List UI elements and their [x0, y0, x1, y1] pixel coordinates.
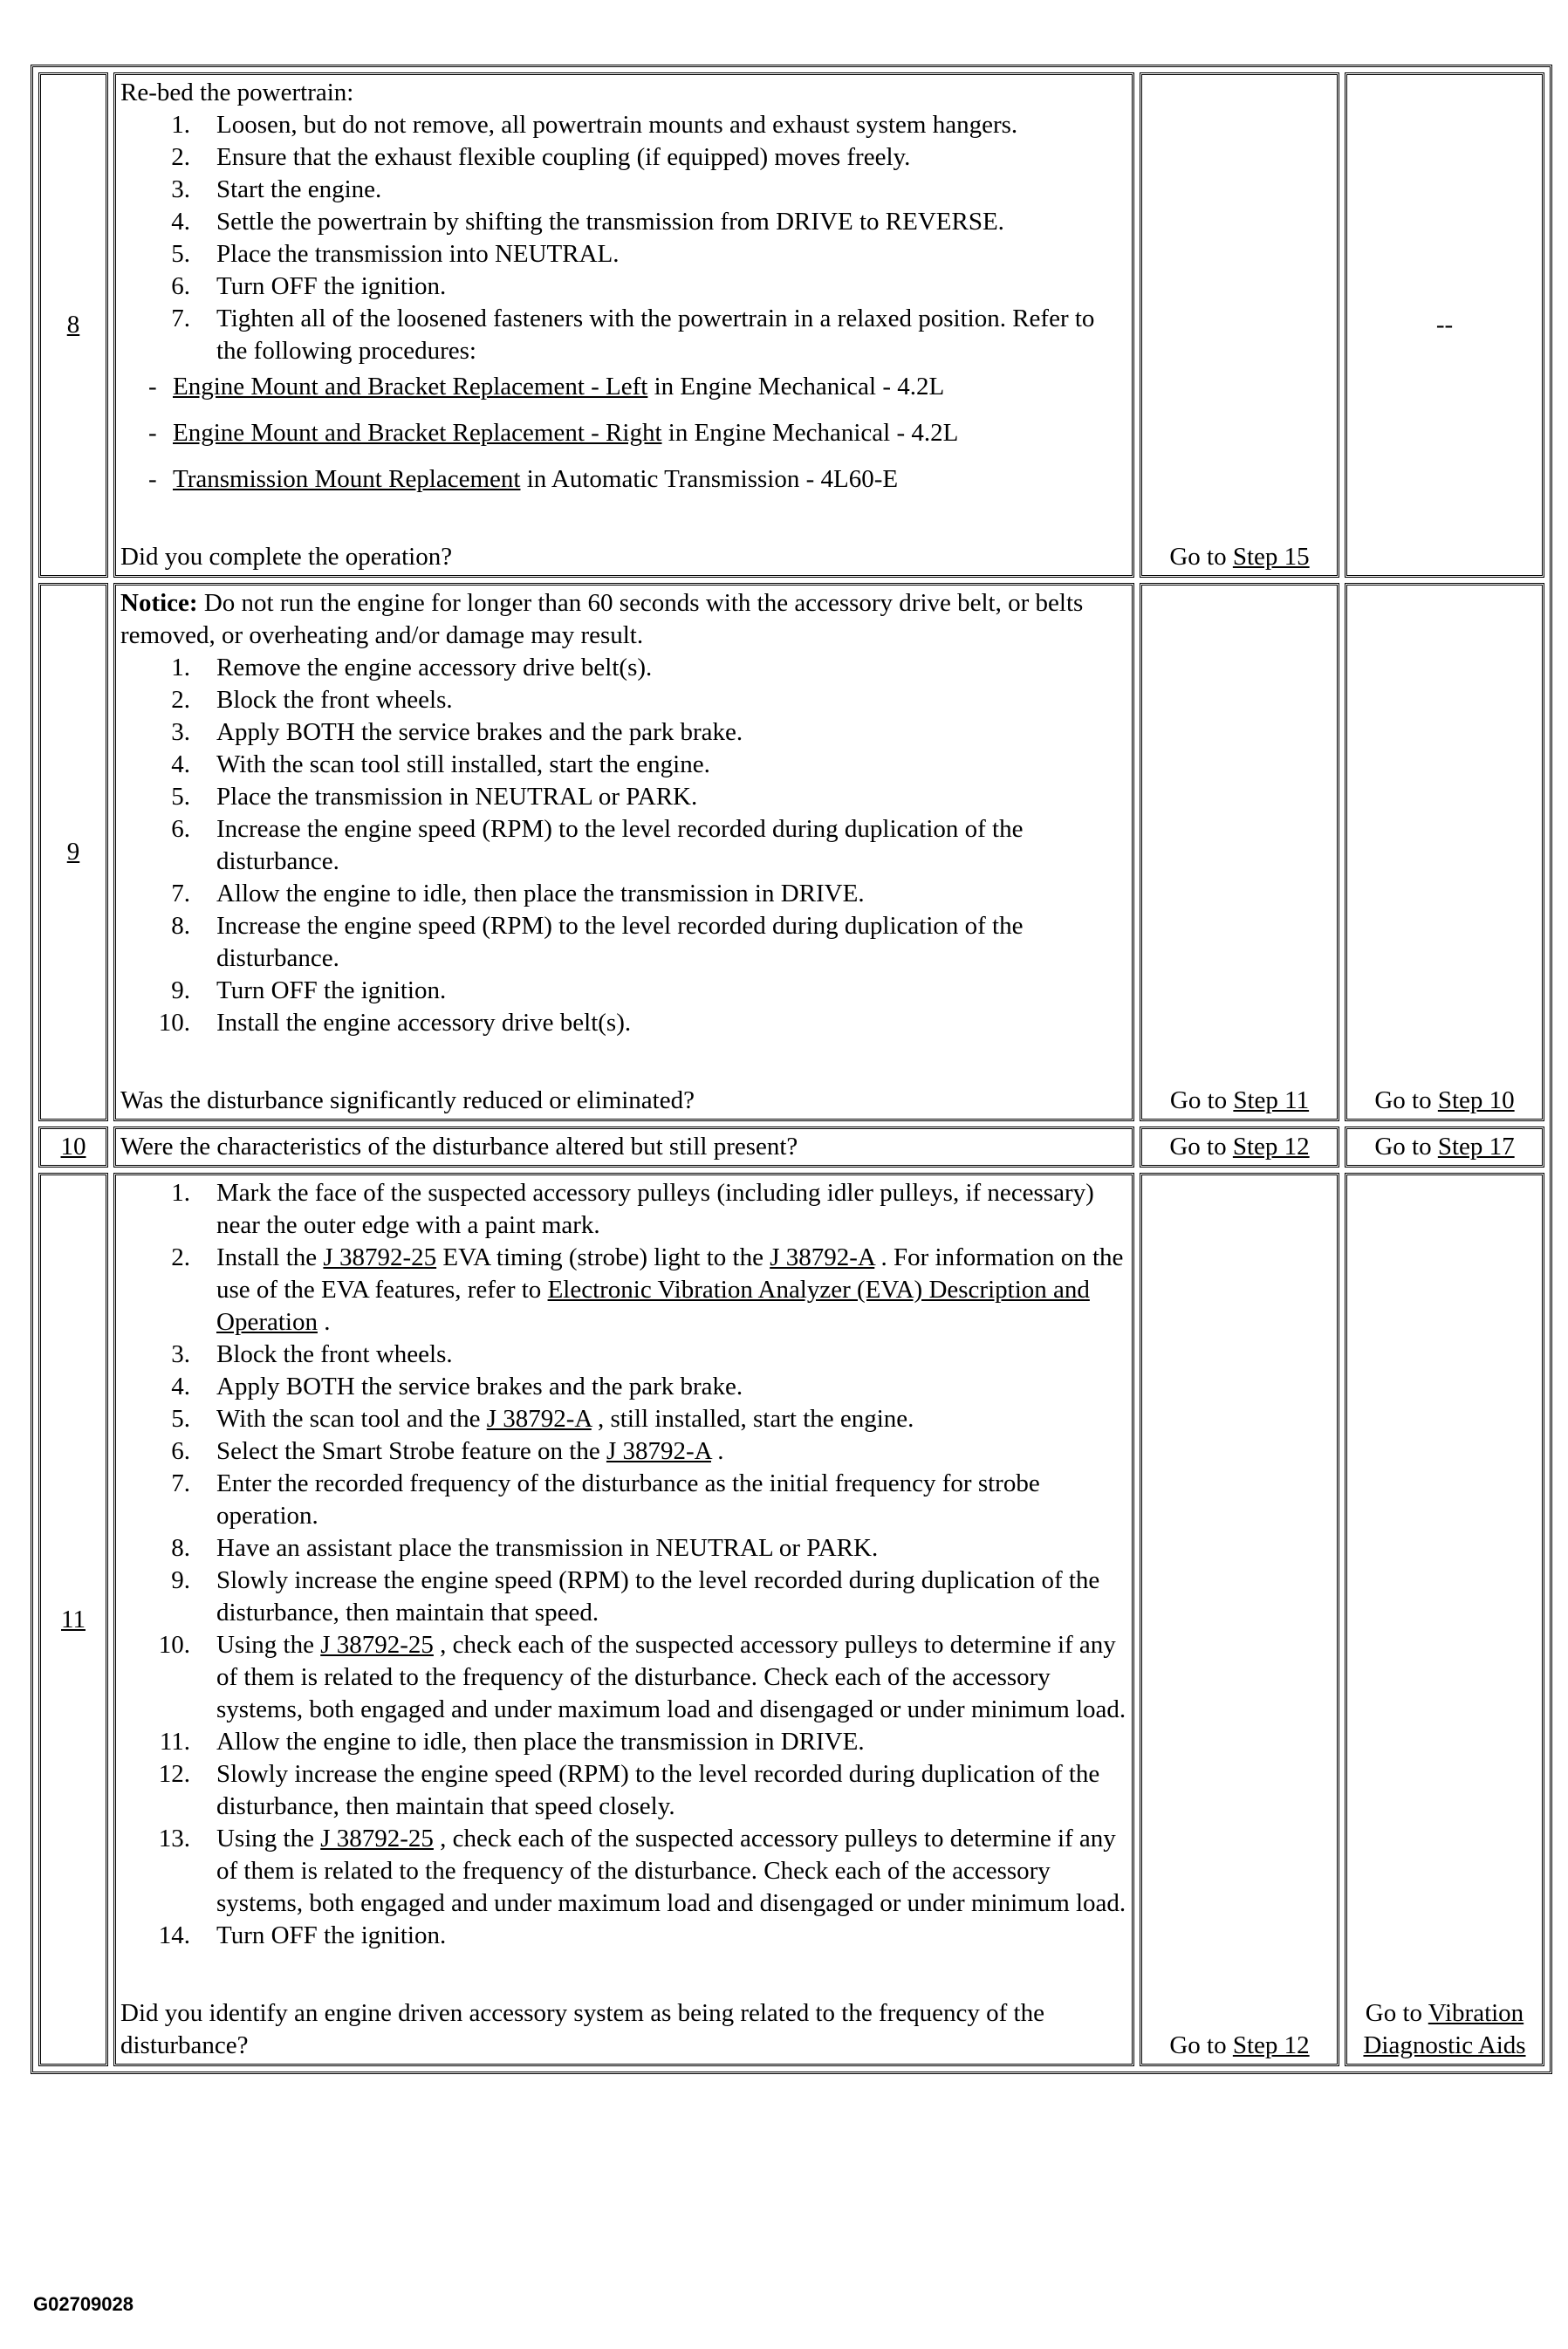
step-intro: Re-bed the powertrain:: [120, 79, 354, 106]
yes-step-link[interactable]: Step 12: [1232, 1133, 1310, 1161]
step-link[interactable]: 9: [66, 838, 80, 866]
item-text: Place the transmission in NEUTRAL or PARK.: [216, 783, 698, 811]
item-text: Tighten all of the loosened fasteners with the powertrain in a relaxed position. Refer to the following procedures:: [216, 305, 1095, 365]
dash-bullet: -: [148, 419, 157, 447]
action-cell: [113, 1173, 1134, 2066]
item-text: Start the engine.: [216, 175, 382, 203]
item-number: 5.: [171, 1405, 190, 1433]
procedure-link[interactable]: Engine Mount and Bracket Replacement - Right: [173, 419, 662, 447]
no-cell: [1345, 1173, 1544, 2066]
go-to-label: Go to: [1365, 1999, 1428, 2027]
dash-bullet: -: [148, 373, 157, 401]
item-number: 8.: [171, 912, 190, 940]
item-number: 7.: [171, 880, 190, 907]
step-link[interactable]: 11: [61, 1605, 86, 1633]
item-text: .: [317, 1308, 331, 1336]
item-text: Settle the powertrain by shifting the transmission from DRIVE to REVERSE.: [216, 208, 1004, 236]
procedure-link[interactable]: Transmission Mount Replacement: [173, 465, 521, 493]
item-number: 6.: [171, 272, 190, 300]
item-number: 2.: [171, 143, 190, 171]
list-item: [120, 174, 1127, 206]
yes-step-link[interactable]: Step 11: [1233, 1086, 1310, 1114]
tool-link[interactable]: J 38792-25: [320, 1631, 434, 1659]
item-number: 2.: [171, 1243, 190, 1271]
yes-cell: [1140, 1173, 1339, 2066]
list-item: [120, 1823, 1127, 1920]
list-item: [120, 1629, 1127, 1726]
tool-link[interactable]: Electronic Vibration Analyzer (EVA) Description and Operation: [216, 1276, 1090, 1336]
item-text: Turn OFF the ignition.: [216, 1921, 447, 1949]
list-item: [120, 109, 1127, 141]
item-number: 10.: [158, 1631, 190, 1659]
list-item: [120, 238, 1127, 271]
item-number: 10.: [158, 1009, 190, 1037]
item-text: Using the: [216, 1825, 321, 1852]
list-item: [120, 813, 1127, 878]
procedure-links: [120, 371, 1127, 496]
step-question: Did you identify an engine driven accessory system as being related to the frequency of the disturbance?: [120, 1999, 1044, 2059]
step-number-cell: [38, 1127, 108, 1168]
item-number: 9.: [171, 976, 190, 1004]
go-to-label: Go to: [1169, 1086, 1234, 1114]
list-item: [120, 1339, 1127, 1371]
list-item: [120, 1403, 1127, 1435]
list-item: [120, 878, 1127, 910]
list-item: [120, 975, 1127, 1007]
no-step-link[interactable]: Step 10: [1437, 1086, 1515, 1114]
procedure-item: [120, 417, 1127, 449]
no-step-link[interactable]: Step 17: [1437, 1133, 1515, 1161]
item-text: , check each of the suspected accessory pulleys to determine if any of them is related to the frequency of the disturbance. Check each of the accessory systems, both engaged and under maximum load and disengaged or under minimum load.: [216, 1631, 1126, 1723]
instruction-list: [120, 1177, 1127, 1952]
dash-bullet: -: [148, 465, 157, 493]
list-item: [120, 781, 1127, 813]
item-text: Have an assistant place the transmission in NEUTRAL or PARK.: [216, 1534, 879, 1562]
yes-step-link[interactable]: Step 15: [1232, 543, 1310, 571]
item-text: Increase the engine speed (RPM) to the level recorded during duplication of the disturbance.: [216, 815, 1024, 875]
item-text: Slowly increase the engine speed (RPM) to the level recorded during duplication of the disturbance, then maintain that speed.: [216, 1566, 1100, 1626]
item-text: Ensure that the exhaust flexible coupling (if equipped) moves freely.: [216, 143, 911, 171]
item-number: 5.: [171, 240, 190, 268]
action-cell: [113, 72, 1134, 578]
table-row: [38, 583, 1544, 1121]
no-cell: [1345, 583, 1544, 1121]
list-item: [120, 910, 1127, 975]
item-number: 4.: [171, 1373, 190, 1400]
list-item: [120, 206, 1127, 238]
tool-link[interactable]: J 38792-A: [770, 1243, 875, 1271]
item-text: Enter the recorded frequency of the disturbance as the initial frequency for strobe operation.: [216, 1469, 1040, 1530]
step-number-cell: [38, 72, 108, 578]
yes-step-link[interactable]: Step 12: [1232, 2031, 1310, 2059]
go-to-label: Go to: [1169, 1133, 1233, 1161]
item-number: 8.: [171, 1534, 190, 1562]
item-text: Place the transmission into NEUTRAL.: [216, 240, 620, 268]
item-number: 14.: [158, 1921, 190, 1949]
item-text: With the scan tool still installed, start the engine.: [216, 750, 710, 778]
item-number: 1.: [171, 654, 190, 681]
go-to-label: Go to: [1169, 2031, 1233, 2059]
item-text: Mark the face of the suspected accessory pulleys (including idler pulleys, if necessary) near the outer edge with a paint mark.: [216, 1179, 1094, 1239]
item-number: 4.: [171, 208, 190, 236]
step-question: Did you complete the operation?: [120, 543, 453, 571]
item-number: 1.: [171, 1179, 190, 1207]
item-text: , check each of the suspected accessory pulleys to determine if any of them is related to the frequency of the disturbance. Check each of the accessory systems, both engaged and under maximum load and disengaged or under minimum load.: [216, 1825, 1126, 1917]
item-text: EVA timing (strobe) light to the: [436, 1243, 770, 1271]
list-item: [120, 749, 1127, 781]
item-number: 3.: [171, 175, 190, 203]
list-item: [120, 1468, 1127, 1532]
list-item: [120, 303, 1127, 367]
procedure-context: in Engine Mechanical - 4.2L: [647, 373, 945, 401]
list-item: [120, 1242, 1127, 1339]
procedure-item: [120, 371, 1127, 403]
item-text: Increase the engine speed (RPM) to the level recorded during duplication of the disturbance.: [216, 912, 1024, 972]
go-to-label: Go to: [1374, 1133, 1438, 1161]
list-item: [120, 141, 1127, 174]
table-row: [38, 72, 1544, 578]
item-number: 4.: [171, 750, 190, 778]
tool-link[interactable]: J 38792-25: [323, 1243, 437, 1271]
list-item: [120, 684, 1127, 716]
step-number-cell: [38, 583, 108, 1121]
item-text: Slowly increase the engine speed (RPM) to the level recorded during duplication of the disturbance, then maintain that speed closely.: [216, 1760, 1100, 1820]
item-text: Apply BOTH the service brakes and the park brake.: [216, 1373, 743, 1400]
step-question: Were the characteristics of the disturbance altered but still present?: [120, 1133, 798, 1161]
yes-cell: [1140, 1127, 1339, 1168]
item-number: 11.: [159, 1728, 190, 1756]
list-item: [120, 1435, 1127, 1468]
item-text: Loosen, but do not remove, all powertrain mounts and exhaust system hangers.: [216, 111, 1018, 139]
no-step-link[interactable]: Vibration Diagnostic Aids: [1363, 1999, 1526, 2059]
item-text: Block the front wheels.: [216, 1340, 453, 1368]
item-number: 9.: [171, 1566, 190, 1594]
procedure-context: in Automatic Transmission - 4L60-E: [520, 465, 899, 493]
procedure-link[interactable]: Engine Mount and Bracket Replacement - Left: [173, 373, 648, 401]
procedure-item: [120, 463, 1127, 496]
action-cell: [113, 583, 1134, 1121]
item-number: 3.: [171, 718, 190, 746]
list-item: [120, 1920, 1127, 1952]
step-question: Was the disturbance significantly reduced or eliminated?: [120, 1086, 695, 1114]
item-text: .: [710, 1437, 724, 1465]
notice-label: Notice:: [120, 589, 198, 617]
no-cell: [1345, 1127, 1544, 1168]
go-to-label: Go to: [1374, 1086, 1438, 1114]
item-text: , still installed, start the engine.: [591, 1405, 914, 1433]
no-value: --: [1435, 311, 1454, 339]
item-text: Select the Smart Strobe feature on the: [216, 1437, 606, 1465]
item-text: Allow the engine to idle, then place the transmission in DRIVE.: [216, 1728, 865, 1756]
instruction-list: [120, 109, 1127, 367]
item-text: Apply BOTH the service brakes and the park brake.: [216, 718, 743, 746]
item-number: 7.: [171, 1469, 190, 1497]
step-number-cell: [38, 1173, 108, 2066]
tool-link[interactable]: J 38792-A: [606, 1437, 711, 1465]
item-text: Install the engine accessory drive belt(s).: [216, 1009, 632, 1037]
item-number: 13.: [158, 1825, 190, 1852]
item-text: Allow the engine to idle, then place the transmission in DRIVE.: [216, 880, 865, 907]
list-item: [120, 1532, 1127, 1565]
item-text: . For information on the use of the EVA features, refer to: [216, 1243, 1124, 1304]
item-number: 1.: [171, 111, 190, 139]
list-item: [120, 1758, 1127, 1823]
item-number: 7.: [171, 305, 190, 332]
table-row: [38, 1127, 1544, 1168]
yes-cell: [1140, 72, 1339, 578]
list-item: [120, 1371, 1127, 1403]
procedure-context: in Engine Mechanical - 4.2L: [661, 419, 959, 447]
item-number: 6.: [171, 815, 190, 843]
procedure-table: [31, 65, 1552, 2074]
figure-code: G02709028: [33, 2293, 134, 2315]
item-text: Using the: [216, 1631, 321, 1659]
go-to-label: Go to: [1169, 543, 1233, 571]
item-number: 2.: [171, 686, 190, 714]
item-number: 12.: [158, 1760, 190, 1788]
list-item: [120, 716, 1127, 749]
list-item: [120, 1177, 1127, 1242]
list-item: [120, 1007, 1127, 1039]
item-number: 6.: [171, 1437, 190, 1465]
action-cell: [113, 1127, 1134, 1168]
item-text: Turn OFF the ignition.: [216, 976, 447, 1004]
item-text: Block the front wheels.: [216, 686, 453, 714]
item-text: Remove the engine accessory drive belt(s).: [216, 654, 653, 681]
item-text: Turn OFF the ignition.: [216, 272, 447, 300]
list-item: [120, 1565, 1127, 1629]
list-item: [120, 1726, 1127, 1758]
no-cell: [1345, 72, 1544, 578]
item-number: 5.: [171, 783, 190, 811]
notice-body: Do not run the engine for longer than 60 seconds with the accessory drive belt, or belts removed, or overheating and/or damage may result.: [120, 589, 1084, 649]
step-link[interactable]: 10: [60, 1133, 86, 1161]
list-item: [120, 271, 1127, 303]
item-number: 3.: [171, 1340, 190, 1368]
item-text: With the scan tool and the: [216, 1405, 487, 1433]
item-text: Install the: [216, 1243, 324, 1271]
tool-link[interactable]: J 38792-25: [320, 1825, 434, 1852]
tool-link[interactable]: J 38792-A: [486, 1405, 592, 1433]
list-item: [120, 652, 1127, 684]
yes-cell: [1140, 583, 1339, 1121]
step-link[interactable]: 8: [66, 311, 80, 339]
table-row: [38, 1173, 1544, 2066]
instruction-list: [120, 652, 1127, 1039]
notice-text: [120, 587, 1127, 652]
